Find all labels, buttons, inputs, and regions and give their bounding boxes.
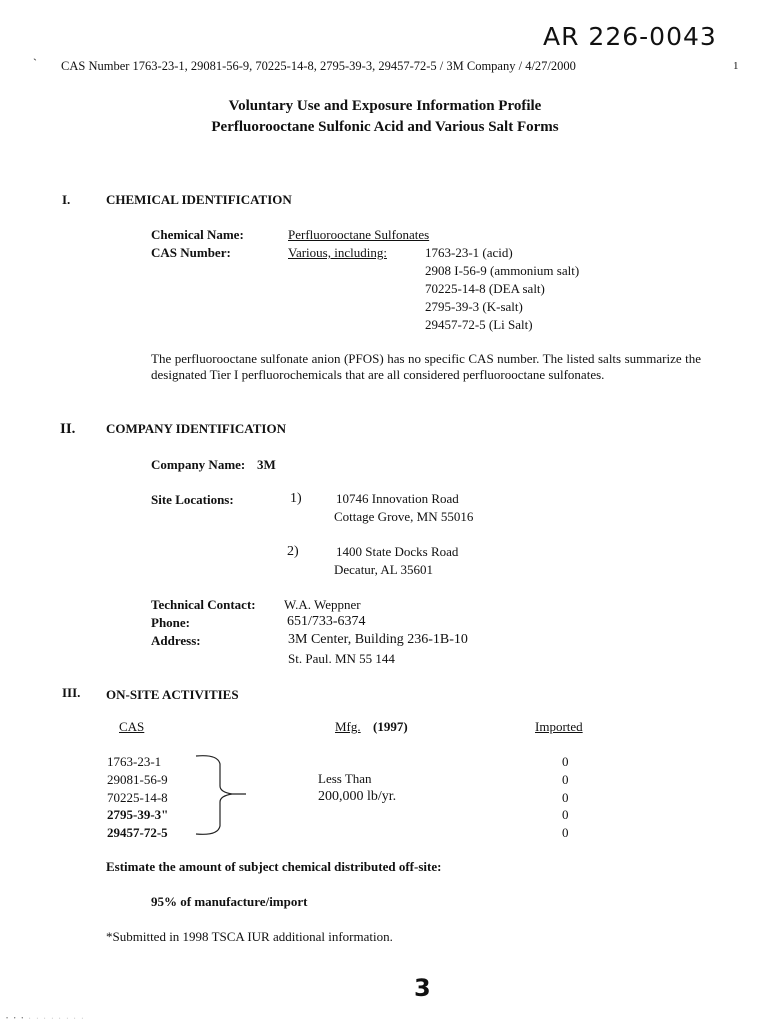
- section3-number: III.: [62, 685, 81, 700]
- cas-row: 1763-23-1: [107, 754, 162, 769]
- grouping-brace: [190, 752, 252, 838]
- chemical-name-label: Chemical Name:: [151, 227, 244, 242]
- cas-list-item: 70225-14-8 (DEA salt): [425, 281, 545, 296]
- offsite-estimate-label: Estimate the amount of subject chemical distributed off-site:: [106, 859, 442, 874]
- site2-number: 2): [287, 544, 299, 559]
- col-header-cas: CAS: [119, 719, 145, 734]
- cas-list-item: 1763-23-1 (acid): [425, 245, 513, 260]
- section1-number: I.: [62, 192, 71, 207]
- header-cas-line: CAS Number 1763-23-1, 29081-56-9, 70225-14-8, 2795-39-3, 29457-72-5 / 3M Company / 4/27/2000: [61, 59, 576, 73]
- imported-value: 0: [562, 790, 569, 805]
- imported-value: 0: [562, 807, 569, 822]
- imported-value: 0: [562, 772, 569, 787]
- section2-heading: COMPANY IDENTIFICATION: [106, 421, 286, 436]
- page-number: 3: [414, 974, 431, 1002]
- header-tick-mark: `: [33, 56, 37, 70]
- section2-number: II.: [60, 421, 76, 437]
- document-title-line2: Perfluorooctane Sulfonic Acid and Various Salt Forms: [211, 119, 559, 135]
- site2-address-line1: 1400 State Docks Road: [336, 544, 459, 559]
- company-name-value: 3M: [257, 457, 276, 472]
- site-locations-label: Site Locations:: [151, 492, 234, 507]
- handwritten-document-id: AR 226-0043: [543, 22, 717, 51]
- scan-noise: • • • · · · · · · · ·: [6, 1016, 86, 1022]
- phone-label: Phone:: [151, 615, 190, 630]
- site1-address-line2: Cottage Grove, MN 55016: [334, 509, 474, 524]
- cas-row: 2795-39-3": [107, 807, 169, 822]
- cas-list-item: 2908 I-56-9 (ammonium salt): [425, 263, 580, 278]
- col-header-mfg: Mfg.: [335, 719, 361, 734]
- mfg-quantity-line2: 200,000 lb/yr.: [318, 789, 397, 804]
- phone-value: 651/733-6374: [287, 614, 366, 629]
- cas-number-label: CAS Number:: [151, 245, 231, 260]
- mfg-quantity-line1: Less Than: [318, 771, 372, 786]
- pfos-paragraph: The perfluorooctane sulfonate anion (PFOS) has no specific CAS number. The listed salts summarize the designated Tier I perfluorochemicals that are all considered perfluorooctane sulfonates.: [151, 351, 701, 382]
- site1-address-line1: 10746 Innovation Road: [336, 491, 459, 506]
- technical-contact-label: Technical Contact:: [151, 597, 256, 612]
- technical-contact-value: W.A. Weppner: [284, 597, 361, 612]
- col-header-mfg-year: (1997): [373, 719, 408, 734]
- site2-address-line2: Decatur, AL 35601: [334, 562, 433, 577]
- cas-row: 70225-14-8: [107, 790, 168, 805]
- header-page-marker: 1: [733, 60, 739, 72]
- cas-list-item: 29457-72-5 (Li Salt): [425, 317, 533, 332]
- document-title-line1: Voluntary Use and Exposure Information Profile: [228, 98, 542, 114]
- cas-list-item: 2795-39-3 (K-salt): [425, 299, 523, 314]
- address-label: Address:: [151, 633, 201, 648]
- cas-row: 29081-56-9: [107, 772, 168, 787]
- imported-value: 0: [562, 754, 569, 769]
- cas-row: 29457-72-5: [107, 825, 168, 840]
- imported-value: 0: [562, 825, 569, 840]
- section3-heading: ON-SITE ACTIVITIES: [106, 687, 239, 702]
- offsite-estimate-value: 95% of manufacture/import: [151, 894, 308, 909]
- chemical-name-value: Perfluorooctane Sulfonates: [288, 227, 430, 242]
- company-name-label: Company Name:: [151, 457, 246, 472]
- address-line2: St. Paul. MN 55 144: [288, 651, 395, 666]
- col-header-imported: Imported: [535, 719, 583, 734]
- cas-various-label: Various, including:: [288, 245, 387, 260]
- site1-number: 1): [290, 491, 302, 506]
- address-line1: 3M Center, Building 236-1B-10: [288, 632, 468, 647]
- footnote: *Submitted in 1998 TSCA IUR additional information.: [106, 929, 393, 944]
- section1-heading: CHEMICAL IDENTIFICATION: [106, 192, 292, 207]
